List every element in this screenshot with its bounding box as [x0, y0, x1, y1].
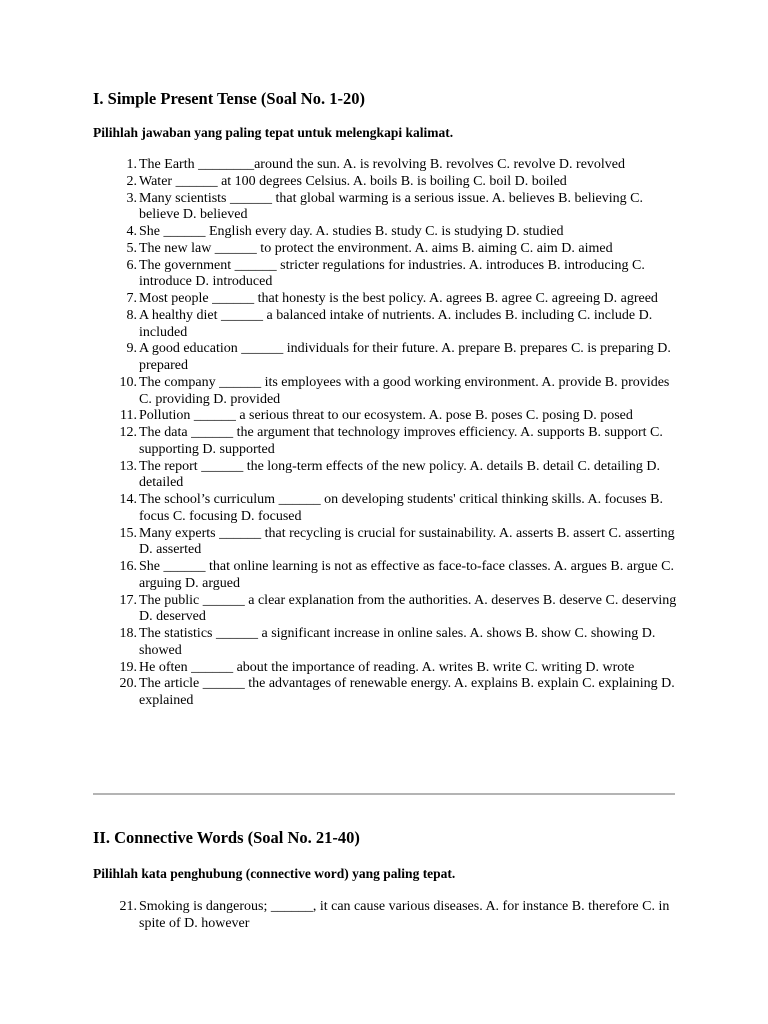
question-number: 4. — [126, 224, 137, 239]
question-text: The article ______ the advantages of renewable energy. A. explains B. explain C. explaining D. explained — [139, 676, 675, 708]
question-item — [126, 224, 679, 241]
question-number: 1. — [126, 157, 137, 172]
question-item — [119, 458, 679, 493]
question-item — [119, 374, 679, 409]
question-item — [119, 626, 679, 660]
section-2-title: II. Connective Words (Soal No. 21-40) — [93, 828, 360, 847]
question-text: The government ______ stricter regulations for industries. A. introduces B. introducing C. introduce D. introduced — [139, 257, 645, 290]
question-number: 13. — [119, 458, 137, 474]
section-1-instruction: Pilihlah jawaban yang paling tepat untuk melengkapi kalimat. — [93, 125, 454, 140]
question-text: Many scientists ______ that global warming is a serious issue. A. believes B. believing C. believe D. believed — [139, 190, 643, 223]
question-text: The new law ______ to protect the environment. A. aims B. aiming C. aim D. aimed — [139, 240, 613, 256]
question-item — [126, 240, 679, 258]
question-number: 16. — [119, 559, 137, 574]
question-item — [126, 157, 679, 174]
question-text: The public ______ a clear explanation from the authorities. A. deserves B. deserve C. deserving D. deserved — [139, 592, 677, 625]
section-2-instruction: Pilihlah kata penghubung (connective word) yang paling tepat. — [93, 866, 456, 881]
question-text: She ______ English every day. A. studies B. study C. is studying D. studied — [139, 224, 564, 239]
question-number: 20. — [119, 676, 137, 692]
question-text: He often ______ about the importance of reading. A. writes B. write C. writing D. wrote — [139, 659, 635, 675]
question-text: She ______ that online learning is not as effective as face-to-face classes. A. argues B. argue C. arguing D. argued — [139, 559, 674, 591]
question-text: Most people ______ that honesty is the best policy. A. agrees B. agree C. agreeing D. agreed — [139, 291, 658, 306]
question-text: The Earth ________around the sun. A. is revolving B. revolves C. revolve D. revolved — [139, 157, 626, 172]
question-text: Water ______ at 100 degrees Celsius. A. boils B. is boiling C. boil D. boiled — [139, 173, 567, 189]
question-item — [126, 341, 679, 375]
question-text: A good education ______ individuals for their future. A. prepare B. prepares C. is preparing D. prepared — [139, 341, 671, 373]
question-item — [119, 676, 679, 710]
question-text: The company ______ its employees with a good working environment. A. provide B. provides C. providing D. provided — [139, 374, 670, 407]
question-text: The data ______ the argument that technology improves efficiency. A. supports B. support C. supporting D. supported — [139, 425, 663, 457]
question-item — [119, 592, 679, 627]
question-text: Smoking is dangerous; ______, it can cause various diseases. A. for instance B. therefore C. in spite of D. however — [139, 899, 670, 931]
section-divider — [93, 793, 675, 795]
question-text: The school’s curriculum ______ on developing students' critical thinking skills. A. focuses B. focus C. focusing D. focused — [139, 492, 663, 524]
section-2-question-list — [119, 899, 679, 933]
question-number: 21. — [119, 899, 137, 914]
question-number: 10. — [119, 374, 137, 390]
question-text: A healthy diet ______ a balanced intake of nutrients. A. includes B. including C. include D. included — [139, 307, 653, 340]
question-item — [126, 291, 679, 308]
section-1-question-list — [119, 157, 679, 710]
question-text: Pollution ______ a serious threat to our ecosystem. A. pose B. poses C. posing D. posed — [139, 408, 633, 424]
question-item — [126, 257, 679, 292]
question-text: The statistics ______ a significant increase in online sales. A. shows B. show C. showing D. showed — [139, 626, 656, 658]
question-number: 6. — [126, 257, 137, 273]
question-item — [119, 425, 679, 459]
question-number: 15. — [119, 525, 137, 541]
question-number: 19. — [119, 659, 137, 675]
question-text: Many experts ______ that recycling is crucial for sustainability. A. asserts B. assert C. asserting D. asserted — [139, 525, 675, 558]
question-number: 3. — [126, 190, 137, 206]
question-number: 2. — [126, 173, 137, 189]
question-number: 14. — [119, 492, 137, 507]
question-number: 7. — [126, 291, 137, 306]
question-item — [126, 190, 679, 225]
question-item — [119, 659, 679, 677]
question-number: 12. — [119, 425, 137, 440]
question-number: 5. — [126, 240, 137, 256]
question-item — [119, 525, 679, 560]
section-1-title: I. Simple Present Tense (Soal No. 1-20) — [93, 89, 365, 108]
question-number: 17. — [119, 592, 137, 608]
question-number: 8. — [126, 307, 137, 323]
question-item — [126, 173, 679, 191]
question-item — [126, 307, 679, 342]
question-number: 18. — [119, 626, 137, 641]
question-text: The report ______ the long-term effects of the new policy. A. details B. detail C. detailing D. detailed — [139, 458, 660, 491]
question-number: 9. — [126, 341, 137, 357]
question-number: 11. — [120, 408, 137, 424]
question-item — [120, 408, 679, 425]
question-item — [119, 492, 679, 526]
question-item — [119, 559, 679, 593]
question-item — [119, 899, 679, 933]
